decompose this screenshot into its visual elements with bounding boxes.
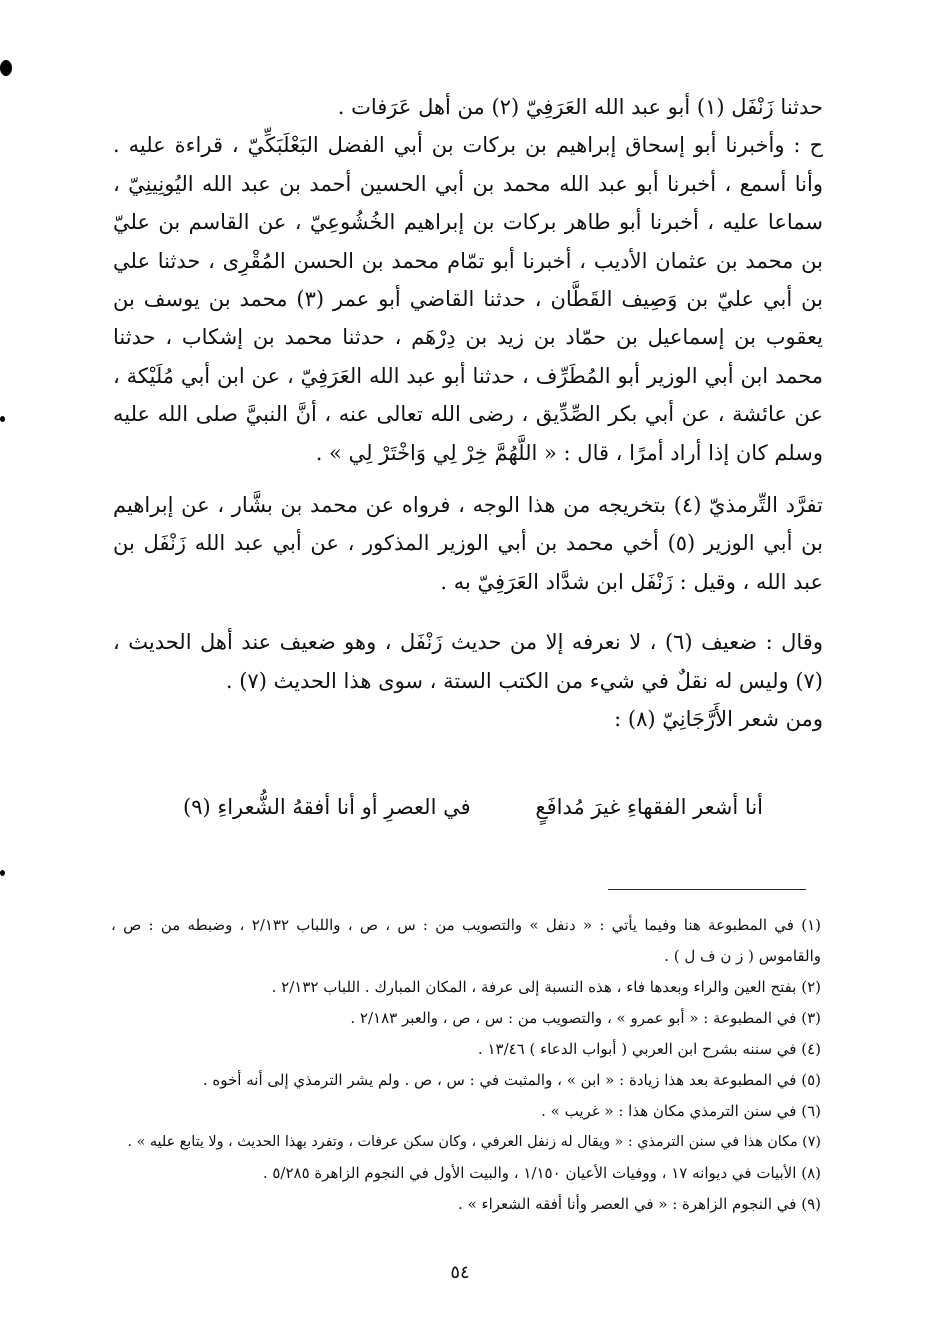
footnote-separator [608,889,806,890]
footnote-7: (٧) مكان هذا في سنن الترمذي : « ويقال له زنفل العرفي ، وكان سكن عرفات ، وتفرد بهذا الحديث ، ولا يتابع عليه » . [127,1134,821,1150]
scan-mark-lower [0,870,5,876]
paragraph-4: وقال : ضعيف (٦) ، لا نعرفه إلا من حديث زَنْفَل ، وهو ضعيف عند أهل الحديث ، (٧) وليس له نقلٌ في شيء من الكتب الستة ، سوى هذا الحديث (٧) . [113,630,823,693]
footnote-9: (٩) في النجوم الزاهرة : « في العصر وأنا أفقه الشعراء » . [458,1195,821,1213]
paragraph-2: ح : وأخبرنا أبو إسحاق إبراهيم بن بركات بن أبي الفضل البَعْلَبَكِّيّ ، قراءة عليه . وأنا أسمع ، أخبرنا أبو عبد الله محمد بن أبي الحسين أحمد بن عبد الله اليُونِينِيّ ، سماعا عليه ، أخبرنا أبو طاهر بركات بن إبراهيم الخُشُوعِيّ ، عن القاسم بن عليّ بن محمد بن عثمان الأديب ، أخبرنا أبو تمّام محمد بن الحسن المُقْرِى ، حدثنا علي بن أبي عليّ بن وَصِيف القَطَّان ، حدثنا القاضي أبو عمر (٣) محمد بن يوسف بن يعقوب بن إسماعيل بن حمّاد بن زيد بن دِرْهَم ، حدثنا محمد بن إشكاب ، حدثنا محمد ابن أبي الوزير أبو المُطَرِّف ، حدثنا أبو عبد الله العَرَفِيّ ، عن ابن أبي مُلَيْكة ، عن عائشة ، عن أبي بكر الصِّدِّيق ، رضى الله تعالى عنه ، أنَّ النبيَّ صلى الله عليه وسلم كان إذا أراد أمرًا ، قال : « اللَّهُمَّ خِرْ لِي وَاخْتَرْ لِي » . [113,133,823,465]
footnote-4: (٤) في سننه بشرح ابن العربي ( أبواب الدعاء ) ١٣/٤٦ . [477,1040,821,1058]
page-number: ٥٤ [450,1262,470,1283]
paragraph-3: تفرَّد التِّرمذيّ (٤) بتخريجه من هذا الوجه ، فرواه عن محمد بن بشَّار ، عن إبراهيم بن أبي الوزير (٥) أخي محمد بن أبي الوزير المذكور ، عن أبي عبد الله زَنْفَل بن عبد الله ، وقيل : زَنْفَل ابن شدَّاد العَرَفِيّ به . [113,493,824,594]
paragraph-1: حدثنا زَنْفَل (١) أبو عبد الله العَرَفِيّ (٢) من أهل عَرَفات . [337,95,823,119]
main-text [113,88,823,739]
footnotes [111,910,821,1220]
verse-second-hemistich: في العصرِ أو أنا أفقهُ الشُّعراءِ (٩) [183,795,471,819]
footnote-2: (٢) بفتح العين والراء وبعدها فاء ، هذه النسبة إلى عرفة ، المكان المبارك . اللباب ٢/١٣٢ . [271,978,821,996]
footnote-3: (٣) في المطبوعة : « أبو عمرو » ، والتصويب من : س ، ص ، والعبر ٢/١٨٣ . [350,1009,821,1027]
scan-mark-top [0,60,12,76]
verse-first-hemistich: أنا أشعر الفقهاءِ غيرَ مُدافَعٍ [535,795,763,819]
scan-mark-middle [0,416,5,422]
footnote-8: (٨) الأبيات في ديوانه ١٧ ، ووفيات الأعيان ١/١٥٠ ، والبيت الأول في النجوم الزاهرة ٥/٢٨٥ . [262,1164,821,1182]
footnote-6: (٦) في سنن الترمذي مكان هذا : « غريب » . [541,1102,821,1120]
footnote-5: (٥) في المطبوعة بعد هذا زيادة : « ابن » ، والمثبت في : س ، ص . ولم يشر الترمذي إلى أنه أخوه . [202,1071,821,1089]
footnote-1: (١) في المطبوعة هنا وفيما يأتي : « دنفل » والتصويب من : س ، ص ، واللباب ٢/١٣٢ ، وضبطه من : ص ، والقاموس ( ز ن ف ل ) . [111,916,821,965]
poem-verse [183,788,763,826]
verse-intro: ومن شعر الأَرَّجَانِيّ (٨) : [614,707,823,732]
